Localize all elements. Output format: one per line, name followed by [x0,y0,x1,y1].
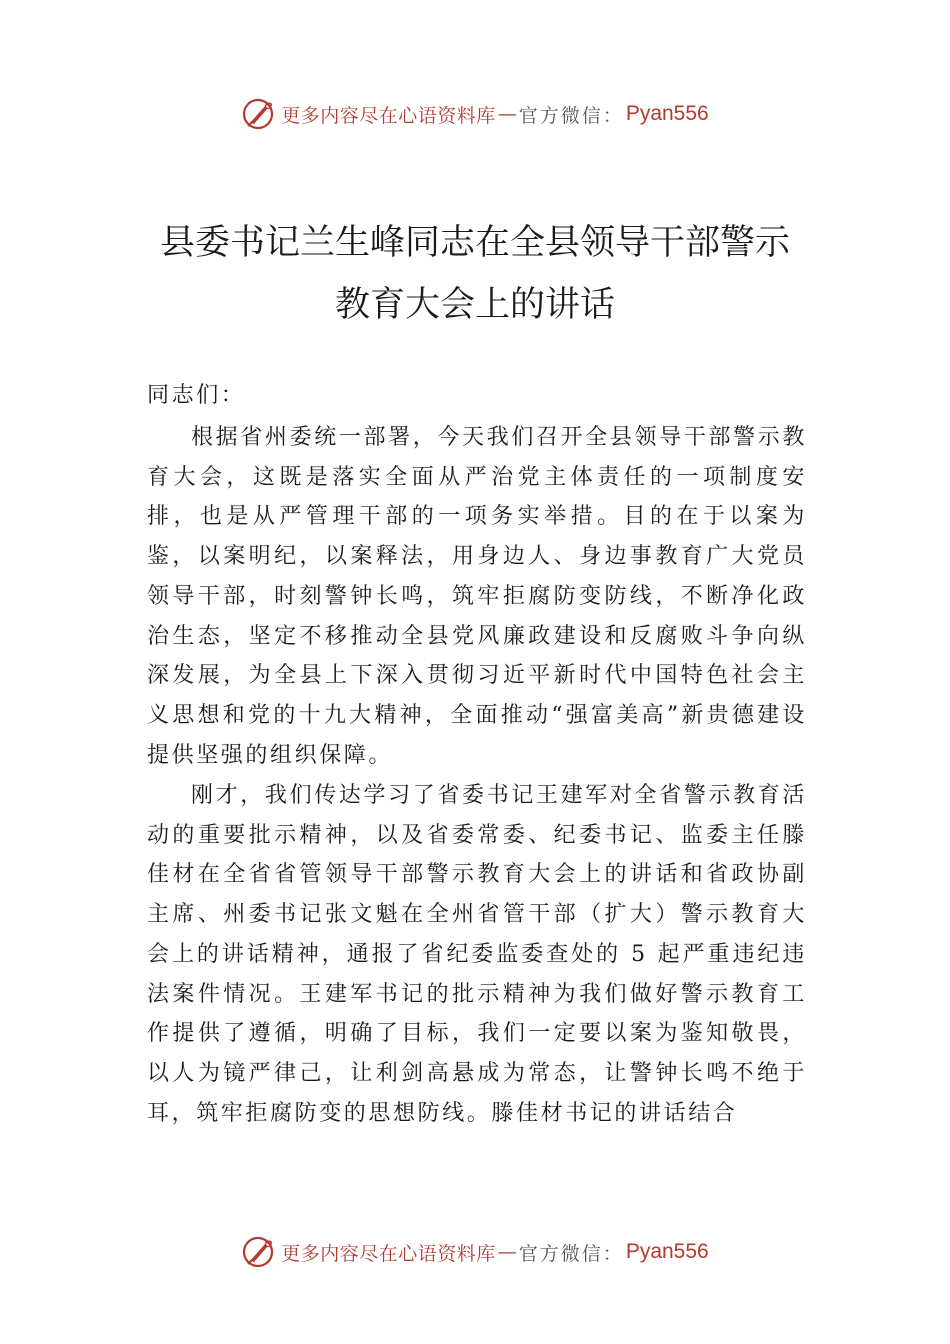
footer-promo-text: 更多内容尽在心语资料库 [281,1242,496,1265]
quill-pen-circle-icon [241,97,275,131]
quill-pen-circle-icon [241,1235,275,1269]
salutation: 同志们： [147,383,246,408]
footer-wechat-id: Pyan556 [625,1240,709,1263]
banner-promo-text: 更多内容尽在心语资料库 [281,104,496,127]
footer-wechat-label: 官方微信： [518,1242,624,1265]
body-paragraph-1: 根据省州委统一部署，今天我们召开全县领导干部警示教育大会，这既是落实全面从严治党主体责任的一项制度安排，也是从严管理干部的一项务实举措。目的在于以案为鉴，以案明纪，以案释法，用身边人、身边事教育广大党员领导干部，时刻警钟长鸣，筑牢拒腐防变防线，不断净化政治生态，坚定不移推动全县党风廉政建设和反腐败斗争向纵深发展，为全县上下深入贯彻习近平新时代中国特色社会主义思想和党的十九大精神，全面推动“强富美高”新贵德建设提供坚强的组织保障。 [147,425,807,768]
title-line-1: 县委书记兰生峰同志在全县领导干部警示 [159,223,790,263]
footer-dash: — [497,1241,517,1263]
banner-wechat-id: Pyan556 [625,102,709,125]
document-title [130,212,820,336]
banner-wechat-label: 官方微信： [518,104,624,127]
title-line-2: 教育大会上的讲话 [334,285,615,325]
header-banner [0,92,950,136]
banner-dash: — [497,103,517,125]
footer-banner [0,1230,950,1274]
body-paragraph-2: 刚才，我们传达学习了省委书记王建军对全省警示教育活动的重要批示精神，以及省委常委、纪委书记、监委主任滕佳材在全省省管领导干部警示教育大会上的讲话和省政协副主席、州委书记张文魁在全州省管干部（扩大）警示教育大会上的讲话精神，通报了省纪委监委查处的 5 起严重违纪违法案件情况。王建军书记的批示精神为我们做好警示教育工作提供了遵循，明确了目标，我们一定要以案为鉴知敬畏，以人为镜严律己，让利剑高悬成为常态，让警钟长鸣不绝于耳，筑牢拒腐防变的思想防线。滕佳材书记的讲话结合 [147,783,807,1126]
